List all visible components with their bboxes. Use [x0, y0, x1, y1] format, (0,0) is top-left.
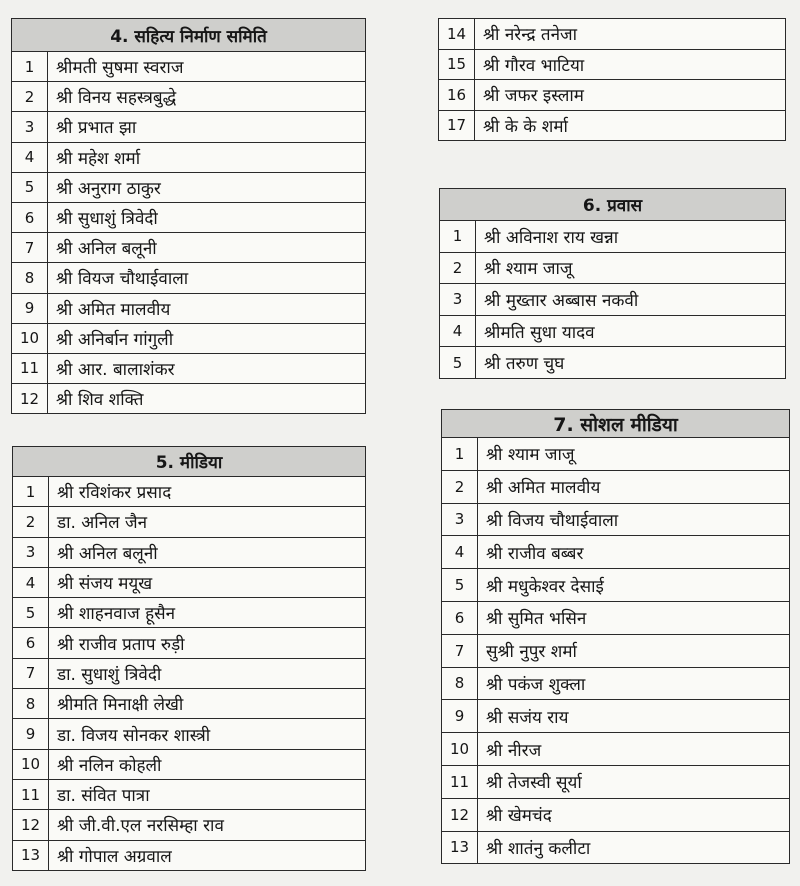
row-number: 6 — [12, 202, 48, 232]
member-name: श्री तरुण चुघ — [476, 347, 786, 379]
table-row — [440, 284, 786, 316]
table-row — [13, 689, 366, 719]
table-row — [13, 537, 366, 567]
table-row — [13, 507, 366, 537]
member-name: डा. सुधाशुं त्रिवेदी — [49, 658, 366, 688]
member-name: श्री जफर इस्लाम — [475, 80, 786, 111]
member-table — [11, 51, 366, 414]
table-row — [13, 658, 366, 688]
member-name: श्री विनय सहस्त्रबुद्धे — [48, 82, 366, 112]
section-title: 7. सोशल मीडिया — [441, 409, 790, 437]
row-number: 17 — [439, 110, 475, 141]
row-number: 4 — [440, 315, 476, 347]
table-row — [12, 142, 366, 172]
row-number: 9 — [13, 719, 49, 749]
row-number: 9 — [442, 700, 478, 733]
table-row — [442, 700, 790, 733]
row-number: 12 — [442, 798, 478, 831]
table-row — [442, 470, 790, 503]
row-number: 5 — [13, 598, 49, 628]
row-number: 7 — [13, 658, 49, 688]
row-number: 11 — [13, 779, 49, 809]
member-name: श्री संजय मयूख — [49, 567, 366, 597]
member-name: श्री अमित मालवीय — [48, 293, 366, 323]
member-name: श्री पकंज शुक्ला — [478, 667, 790, 700]
row-number: 9 — [12, 293, 48, 323]
member-name: श्री अनिर्बान गांगुली — [48, 323, 366, 353]
row-number: 4 — [12, 142, 48, 172]
table-row — [12, 353, 366, 383]
row-number: 13 — [442, 831, 478, 864]
member-name: डा. संवित पात्रा — [49, 779, 366, 809]
table-row — [12, 82, 366, 112]
member-name: श्रीमति सुधा यादव — [476, 315, 786, 347]
row-number: 2 — [12, 82, 48, 112]
section-sahitya-nirman-samiti — [11, 18, 366, 414]
table-row — [12, 263, 366, 293]
table-row — [442, 569, 790, 602]
table-row — [12, 323, 366, 353]
table-row — [13, 840, 366, 870]
row-number: 7 — [12, 233, 48, 263]
member-name: श्री शिव शक्ति — [48, 384, 366, 414]
row-number: 14 — [439, 19, 475, 50]
row-number: 3 — [12, 112, 48, 142]
member-name: श्रीमती सुषमा स्वराज — [48, 52, 366, 82]
table-row — [442, 601, 790, 634]
row-number: 8 — [13, 689, 49, 719]
table-row — [13, 810, 366, 840]
row-number: 5 — [12, 172, 48, 202]
section-title: 6. प्रवास — [439, 188, 786, 220]
row-number: 1 — [12, 52, 48, 82]
table-row — [440, 347, 786, 379]
row-number: 12 — [12, 384, 48, 414]
member-name: श्री शाहनवाज हूसैन — [49, 598, 366, 628]
section-media — [12, 446, 366, 871]
table-row — [439, 80, 786, 111]
member-name: श्री वियज चौथाईवाला — [48, 263, 366, 293]
row-number: 3 — [13, 537, 49, 567]
table-row — [13, 598, 366, 628]
member-name: श्री राजीव बब्बर — [478, 536, 790, 569]
member-name: श्री जी.वी.एल नरसिम्हा राव — [49, 810, 366, 840]
member-name: श्री राजीव प्रताप रुड़ी — [49, 628, 366, 658]
row-number: 6 — [442, 601, 478, 634]
table-row — [442, 503, 790, 536]
row-number: 4 — [442, 536, 478, 569]
member-table — [12, 476, 366, 871]
member-name: श्री गौरव भाटिया — [475, 49, 786, 80]
section-pravas — [439, 188, 786, 379]
row-number: 8 — [12, 263, 48, 293]
section-sahitya-continuation — [438, 18, 786, 141]
row-number: 3 — [442, 503, 478, 536]
row-number: 7 — [442, 634, 478, 667]
table-row — [12, 233, 366, 263]
row-number: 2 — [440, 252, 476, 284]
table-row — [439, 49, 786, 80]
row-number: 5 — [440, 347, 476, 379]
table-row — [440, 252, 786, 284]
row-number: 8 — [442, 667, 478, 700]
member-name: श्री नीरज — [478, 733, 790, 766]
table-row — [12, 293, 366, 323]
table-row — [12, 52, 366, 82]
table-row — [442, 765, 790, 798]
row-number: 12 — [13, 810, 49, 840]
member-name: श्री श्याम जाजू — [476, 252, 786, 284]
member-name: श्री अमित मालवीय — [478, 470, 790, 503]
member-name: सुश्री नुपुर शर्मा — [478, 634, 790, 667]
table-row — [13, 477, 366, 507]
member-name: डा. विजय सोनकर शास्त्री — [49, 719, 366, 749]
section-title: 4. सहित्य निर्माण समिति — [11, 18, 366, 51]
member-name: श्री नरेन्द्र तनेजा — [475, 19, 786, 50]
row-number: 4 — [13, 567, 49, 597]
member-name: श्री गोपाल अग्रवाल — [49, 840, 366, 870]
member-name: श्री नलिन कोहली — [49, 749, 366, 779]
section-title: 5. मीडिया — [12, 446, 366, 476]
table-row — [13, 719, 366, 749]
row-number: 5 — [442, 569, 478, 602]
table-row — [442, 798, 790, 831]
row-number: 16 — [439, 80, 475, 111]
table-row — [439, 110, 786, 141]
table-row — [12, 202, 366, 232]
row-number: 1 — [440, 221, 476, 253]
table-row — [12, 384, 366, 414]
table-row — [13, 779, 366, 809]
section-social-media — [441, 409, 790, 864]
member-table — [438, 18, 786, 141]
member-name: श्री अनुराग ठाकुर — [48, 172, 366, 202]
member-name: श्री विजय चौथाईवाला — [478, 503, 790, 536]
row-number: 10 — [13, 749, 49, 779]
member-name: श्री सजंय राय — [478, 700, 790, 733]
member-name: श्री के के शर्मा — [475, 110, 786, 141]
member-name: श्री आर. बालाशंकर — [48, 353, 366, 383]
member-name: श्री महेश शर्मा — [48, 142, 366, 172]
member-table — [441, 437, 790, 864]
member-name: श्री तेजस्वी सूर्या — [478, 765, 790, 798]
table-row — [442, 438, 790, 471]
member-name: श्री अनिल बलूनी — [48, 233, 366, 263]
row-number: 15 — [439, 49, 475, 80]
row-number: 6 — [13, 628, 49, 658]
table-row — [13, 628, 366, 658]
table-row — [442, 831, 790, 864]
member-name: श्री खेमचंद — [478, 798, 790, 831]
table-row — [13, 567, 366, 597]
member-name: श्री अविनाश राय खन्ना — [476, 221, 786, 253]
table-row — [13, 749, 366, 779]
member-name: श्री मधुकेश्वर देसाई — [478, 569, 790, 602]
table-row — [442, 667, 790, 700]
member-name: श्री सुमित भसिन — [478, 601, 790, 634]
row-number: 1 — [13, 477, 49, 507]
table-row — [440, 315, 786, 347]
row-number: 10 — [12, 323, 48, 353]
row-number: 11 — [442, 765, 478, 798]
member-name: डा. अनिल जैन — [49, 507, 366, 537]
row-number: 3 — [440, 284, 476, 316]
member-name: श्री शातंनु कलीटा — [478, 831, 790, 864]
row-number: 10 — [442, 733, 478, 766]
table-row — [439, 19, 786, 50]
member-name: श्री अनिल बलूनी — [49, 537, 366, 567]
member-name: श्री सुधाशुं त्रिवेदी — [48, 202, 366, 232]
row-number: 2 — [13, 507, 49, 537]
table-row — [440, 221, 786, 253]
row-number: 2 — [442, 470, 478, 503]
table-row — [442, 536, 790, 569]
member-name: श्री श्याम जाजू — [478, 438, 790, 471]
table-row — [442, 634, 790, 667]
member-name: श्री मुख्तार अब्बास नकवी — [476, 284, 786, 316]
member-name: श्री प्रभात झा — [48, 112, 366, 142]
member-name: श्री रविशंकर प्रसाद — [49, 477, 366, 507]
row-number: 13 — [13, 840, 49, 870]
member-name: श्रीमति मिनाक्षी लेखी — [49, 689, 366, 719]
table-row — [12, 172, 366, 202]
member-table — [439, 220, 786, 379]
row-number: 11 — [12, 353, 48, 383]
table-row — [12, 112, 366, 142]
table-row — [442, 733, 790, 766]
row-number: 1 — [442, 438, 478, 471]
